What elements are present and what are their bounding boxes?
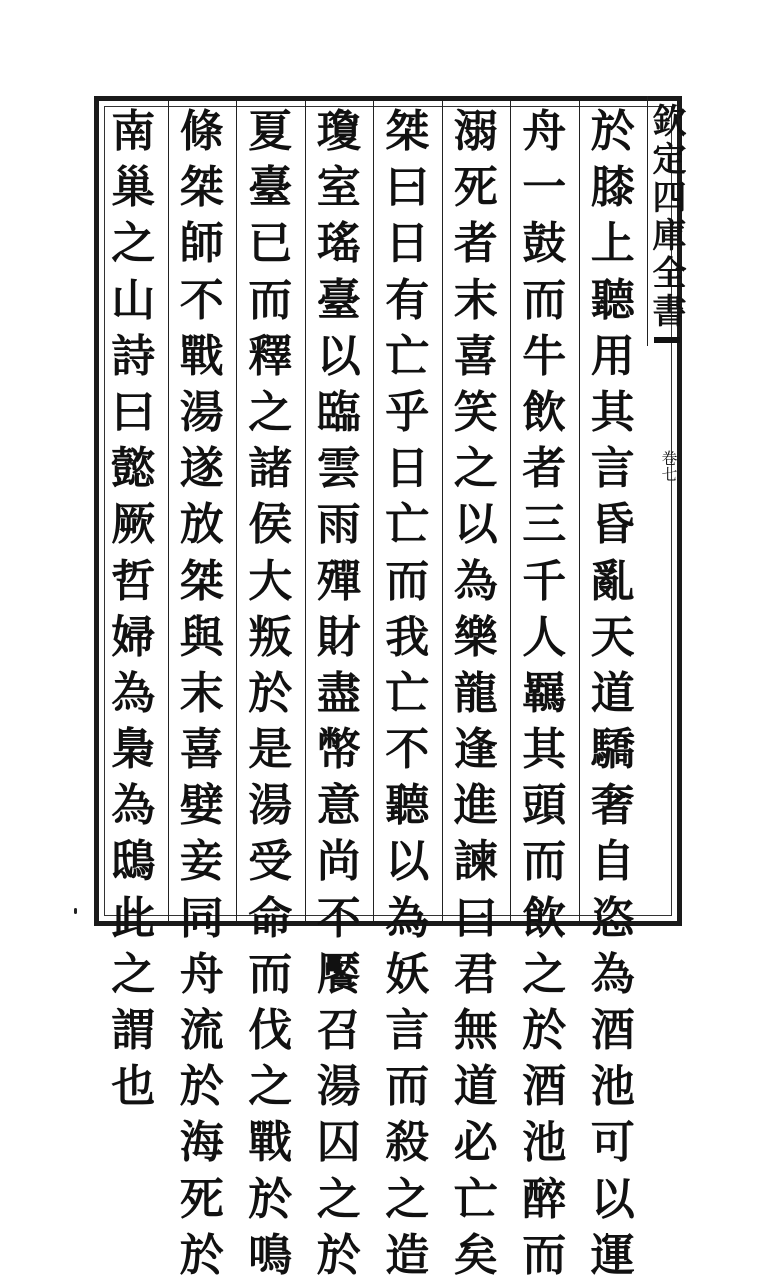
text-column: 瓊 室 瑤 臺 以 臨 雲 雨 殫 財 盡 幣 意 尚 不 饜 召 湯 囚 之 於	[316, 106, 361, 1281]
text-column: 夏 臺 已 而 釋 之 諸 侯 大 叛 於 是 湯 受 命 而 伐 之 戰 於 鳴	[248, 106, 293, 1281]
column-rule	[373, 101, 374, 921]
text-column: 桀 曰 日 有 亡 乎 日 亡 而 我 亡 不 聽 以 為 妖 言 而 殺 之 造	[385, 106, 430, 1281]
column-rule	[305, 101, 306, 921]
column-rule	[510, 101, 511, 921]
text-column: 於 膝 上 聽 用 其 言 昏 亂 天 道 驕 奢 自 恣 為 酒 池 可 以 運	[590, 106, 635, 1281]
column-rule	[236, 101, 237, 921]
column-rule	[579, 101, 580, 921]
text-column: 溺 死 者 末 喜 笑 之 以 為 樂 龍 逢 進 諫 曰 君 無 道 必 亡 矣	[453, 106, 498, 1281]
fishtail-mark	[654, 337, 680, 343]
book-title: 欽定四庫全書	[646, 103, 686, 331]
text-column: 舟 一 鼓 而 牛 飲 者 三 千 人 羈 其 頭 而 飲 之 於 酒 池 醉 而	[522, 106, 567, 1281]
ink-dot	[74, 908, 77, 914]
text-column: 條 桀 師 不 戰 湯 遂 放 桀 與 末 喜 嬖 妾 同 舟 流 於 海 死 於	[179, 106, 224, 1281]
juan-label: 卷七	[659, 450, 678, 482]
text-column: 南 巢 之 山 詩 曰 懿 厥 哲 婦 為 梟 為 鴟 此 之 謂 也	[111, 106, 156, 1113]
column-rule	[442, 101, 443, 921]
column-rule	[168, 101, 169, 921]
